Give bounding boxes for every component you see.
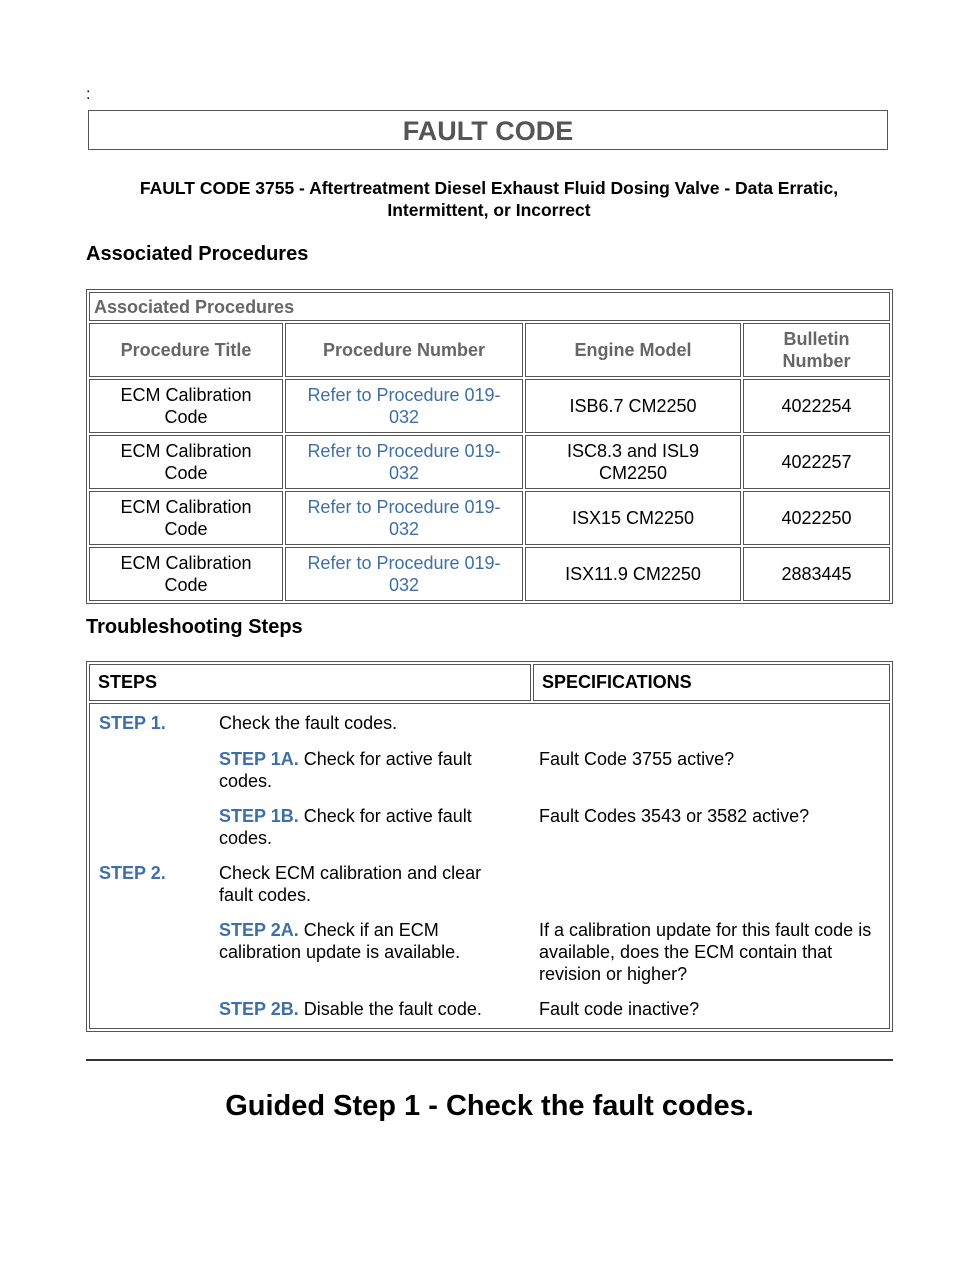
fault-code-title-line2: Intermittent, or Incorrect bbox=[387, 200, 591, 220]
fault-code-title-line1: FAULT CODE 3755 - Aftertreatment Diesel Exhaust Fluid Dosing Valve - Data Erratic, bbox=[139, 178, 839, 198]
substep-cell: STEP 2B. Disable the fault code. bbox=[219, 999, 482, 1019]
step-label[interactable]: STEP 2. bbox=[99, 863, 166, 883]
step-row bbox=[90, 985, 889, 1028]
associated-procedures-heading: Associated Procedures bbox=[86, 243, 309, 265]
fault-code-banner: FAULT CODE bbox=[88, 110, 888, 150]
steps-list bbox=[90, 704, 889, 1028]
associated-procedures-table bbox=[86, 289, 893, 604]
step-text: Check for active fault codes. bbox=[219, 749, 472, 791]
procedure-link[interactable]: Refer to Procedure 019-032 bbox=[285, 379, 523, 433]
procedure-link[interactable]: Refer to Procedure 019-032 bbox=[285, 435, 523, 489]
step-text: Check the fault codes. bbox=[219, 713, 398, 733]
table-row bbox=[89, 491, 890, 545]
substep-cell: STEP 1B. Check for active fault codes. bbox=[219, 806, 472, 848]
step-row bbox=[90, 906, 889, 985]
step-text: Disable the fault code. bbox=[303, 999, 482, 1019]
table-caption: Associated Procedures bbox=[89, 292, 890, 321]
engine-model: ISX11.9 CM2250 bbox=[525, 547, 741, 601]
engine-model: ISB6.7 CM2250 bbox=[525, 379, 741, 433]
step-text: Check if an ECM calibration update is available. bbox=[219, 920, 461, 962]
guided-step-title: Guided Step 1 - Check the fault codes. bbox=[225, 1090, 754, 1122]
substep-cell: STEP 2A. Check if an ECM calibration update is available. bbox=[219, 920, 461, 962]
procedure-title: ECM Calibration Code bbox=[89, 435, 283, 489]
step-label[interactable]: STEP 1B bbox=[219, 806, 294, 826]
step-label[interactable]: STEP 2A bbox=[219, 920, 294, 940]
table-row bbox=[89, 435, 890, 489]
procedure-link[interactable]: Refer to Procedure 019-032 bbox=[285, 547, 523, 601]
fault-code-title bbox=[86, 177, 892, 221]
step-spec: Fault Code 3755 active? bbox=[539, 749, 735, 769]
step-row bbox=[90, 704, 889, 734]
steps-body bbox=[89, 703, 890, 1029]
col-header-engine-model: Engine Model bbox=[525, 323, 741, 377]
bulletin-number: 4022254 bbox=[743, 379, 890, 433]
col-header-bulletin-number: Bulletin Number bbox=[743, 323, 890, 377]
troubleshooting-steps-heading: Troubleshooting Steps bbox=[86, 616, 303, 638]
step-row bbox=[90, 734, 889, 792]
step-row bbox=[90, 792, 889, 849]
bulletin-number: 4022250 bbox=[743, 491, 890, 545]
bulletin-number: 2883445 bbox=[743, 547, 890, 601]
col-header-procedure-title: Procedure Title bbox=[89, 323, 283, 377]
engine-model: ISX15 CM2250 bbox=[525, 491, 741, 545]
step-label[interactable]: STEP 1. bbox=[99, 713, 166, 733]
substep-cell: STEP 1A. Check for active fault codes. bbox=[219, 749, 472, 791]
step-text: Check for active fault codes. bbox=[219, 806, 472, 848]
procedure-title: ECM Calibration Code bbox=[89, 379, 283, 433]
table-row bbox=[89, 379, 890, 433]
procedure-link[interactable]: Refer to Procedure 019-032 bbox=[285, 491, 523, 545]
step-text: Check ECM calibration and clear fault codes. bbox=[219, 863, 482, 905]
procedure-title: ECM Calibration Code bbox=[89, 547, 283, 601]
bulletin-number: 4022257 bbox=[743, 435, 890, 489]
engine-model: ISC8.3 and ISL9 CM2250 bbox=[525, 435, 741, 489]
step-spec: Fault Codes 3543 or 3582 active? bbox=[539, 806, 810, 826]
section-divider bbox=[86, 1059, 893, 1061]
col-header-procedure-number: Procedure Number bbox=[285, 323, 523, 377]
step-spec: If a calibration update for this fault code is available, does the ECM contain that revision or higher? bbox=[539, 920, 872, 984]
colon-mark: : bbox=[86, 86, 91, 103]
troubleshooting-steps-table bbox=[86, 661, 893, 1032]
col-header-steps: STEPS bbox=[89, 664, 531, 701]
step-label[interactable]: STEP 2B bbox=[219, 999, 294, 1019]
col-header-specifications: SPECIFICATIONS bbox=[533, 664, 890, 701]
step-row bbox=[90, 849, 889, 906]
step-label[interactable]: STEP 1A bbox=[219, 749, 294, 769]
table-row bbox=[89, 547, 890, 601]
step-spec: Fault code inactive? bbox=[539, 999, 700, 1019]
procedure-title: ECM Calibration Code bbox=[89, 491, 283, 545]
